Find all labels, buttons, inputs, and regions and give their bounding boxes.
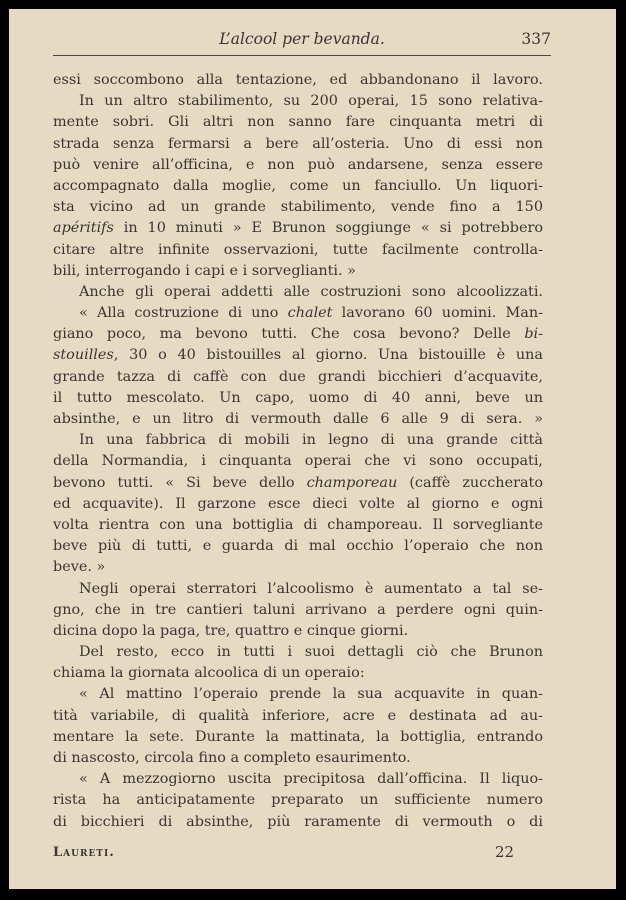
running-title: L’alcool per bevanda.: [219, 30, 385, 48]
text-line: essi soccombono alla tentazione, ed abbandonano il lavoro.: [53, 72, 543, 88]
text-line: volta rientra con una bottiglia di champoreau. Il sorvegliante: [53, 516, 543, 533]
text-line: rista ha anticipatamente preparato un sufficiente numero: [53, 792, 543, 809]
text-line: può venire all’officina, e non può andarsene, senza essere: [53, 156, 543, 173]
page-number: 337: [521, 30, 551, 48]
text-line: « A mezzogiorno uscita precipitosa dall’officina. Il liquo-: [79, 771, 543, 788]
printer-signature: Laureti.: [53, 845, 115, 860]
running-head: [53, 29, 551, 53]
text-line: dicina dopo la paga, tre, quattro e cinque giorni.: [53, 622, 409, 639]
text-line: gno, che in tre cantieri taluni arrivano a perdere ogni quin-: [53, 601, 543, 618]
text-line: citare altre infinite osservazioni, tutte facilmente controlla-: [53, 241, 543, 258]
text-line: strada senza fermarsi a bere all’osteria. Uno di essi non: [53, 135, 543, 152]
body-text: [53, 70, 543, 833]
text-line: Negli operai sterratori l’alcoolismo è aumentato a tal se-: [79, 580, 543, 597]
text-line: giano poco, ma bevono tutti. Che cosa bevono? Delle bi-: [53, 326, 543, 343]
header-rule: [53, 55, 551, 56]
text-line: chiama la giornata alcoolica di un operaio:: [53, 665, 365, 682]
text-line: absinthe, e un litro di vermouth dalle 6 alle 9 di sera. »: [53, 411, 543, 427]
book-page: [9, 9, 616, 889]
text-line: il tutto mescolato. Un capo, uomo di 40 anni, beve un: [53, 389, 543, 406]
text-line: ed acquavite). Il garzone esce dieci volte al giorno e ogni: [53, 495, 543, 512]
text-line: Anche gli operai addetti alle costruzioni sono alcoolizzati.: [79, 283, 543, 300]
text-line: « Al mattino l’operaio prende la sua acquavite in quan-: [79, 686, 543, 703]
text-line: Del resto, ecco in tutti i suoi dettagli ciò che Brunon: [79, 644, 543, 661]
text-line: In un altro stabilimento, su 200 operai, 15 sono relativa-: [79, 93, 543, 110]
text-line: bevono tutti. « Si beve dello champoreau (caffè zuccherato: [53, 474, 543, 491]
signature-number: 22: [495, 843, 515, 861]
text-line: In una fabbrica di mobili in legno di una grande città: [79, 432, 543, 449]
text-line: accompagnato dalla moglie, come un fanciullo. Un liquori-: [53, 177, 543, 194]
text-line: « Alla costruzione di uno chalet lavorano 60 uomini. Man-: [79, 305, 544, 322]
text-line: grande tazza di caffè con due grandi bicchieri d’acquavite,: [53, 368, 543, 385]
text-line: della Normandia, i cinquanta operai che vi sono occupati,: [53, 453, 543, 470]
text-line: bili, interrogando i capi e i sorveglianti. »: [53, 262, 356, 279]
text-line: sta vicino ad un grande stabilimento, vende fino a 150: [53, 199, 543, 216]
text-line: mentare la sete. Durante la mattinata, la bottiglia, entrando: [53, 728, 543, 745]
text-line: tità variabile, di qualità inferiore, acre e destinata ad au-: [53, 707, 543, 724]
text-line: di nascosto, circola fino a completo esaurimento.: [53, 750, 411, 766]
text-line: beve più di tutti, e guarda di mal occhio l’operaio che non: [53, 538, 543, 555]
text-line: beve. »: [53, 559, 106, 576]
text-line: di bicchieri di absinthe, più raramente di vermouth o di: [53, 813, 543, 830]
text-line: apéritifs in 10 minuti » E Brunon soggiunge « si potrebbero: [53, 220, 543, 237]
text-line: mente sobri. Gli altri non sanno fare cinquanta metri di: [53, 114, 543, 131]
text-line: stouilles, 30 o 40 bistouilles al giorno. Una bistouille è una: [53, 347, 543, 364]
